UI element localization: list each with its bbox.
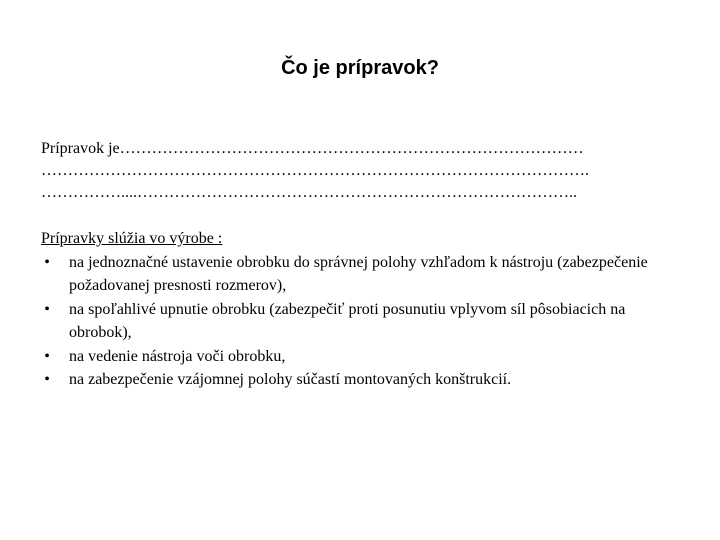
definition-line: …………………………………………………………………………………………. [41, 162, 589, 179]
uses-section [41, 227, 691, 392]
bullet-icon: • [44, 347, 50, 365]
list-item [41, 251, 691, 298]
list-item-text: na jednoznačné ustavenie obrobku do správnej polohy vzhľadom k nástroju (zabezpečenie požadovanej presnosti rozmerov), [69, 253, 648, 294]
list-item [41, 298, 691, 345]
definition-line: Prípravok je…………………………………………………………………………… [41, 140, 584, 157]
list-item [41, 345, 691, 369]
list-item-text: na vedenie nástroja voči obrobku, [69, 347, 286, 365]
definition-block [41, 138, 681, 204]
definition-line: ……………....……………………………………………………………………….. [41, 184, 577, 201]
uses-list [41, 251, 691, 392]
list-item-text: na zabezpečenie vzájomnej polohy súčastí montovaných konštrukcií. [69, 371, 512, 388]
list-item [41, 368, 691, 392]
bullet-icon: • [44, 300, 50, 318]
bullet-icon: • [44, 253, 50, 271]
bullet-icon: • [44, 371, 50, 388]
uses-heading: Prípravky slúžia vo výrobe : [41, 230, 223, 247]
slide-title: Čo je prípravok? [281, 57, 439, 79]
list-item-text: na spoľahlivé upnutie obrobku (zabezpečiť proti posunutiu vplyvom síl pôsobiacich na obrobok), [69, 300, 626, 341]
